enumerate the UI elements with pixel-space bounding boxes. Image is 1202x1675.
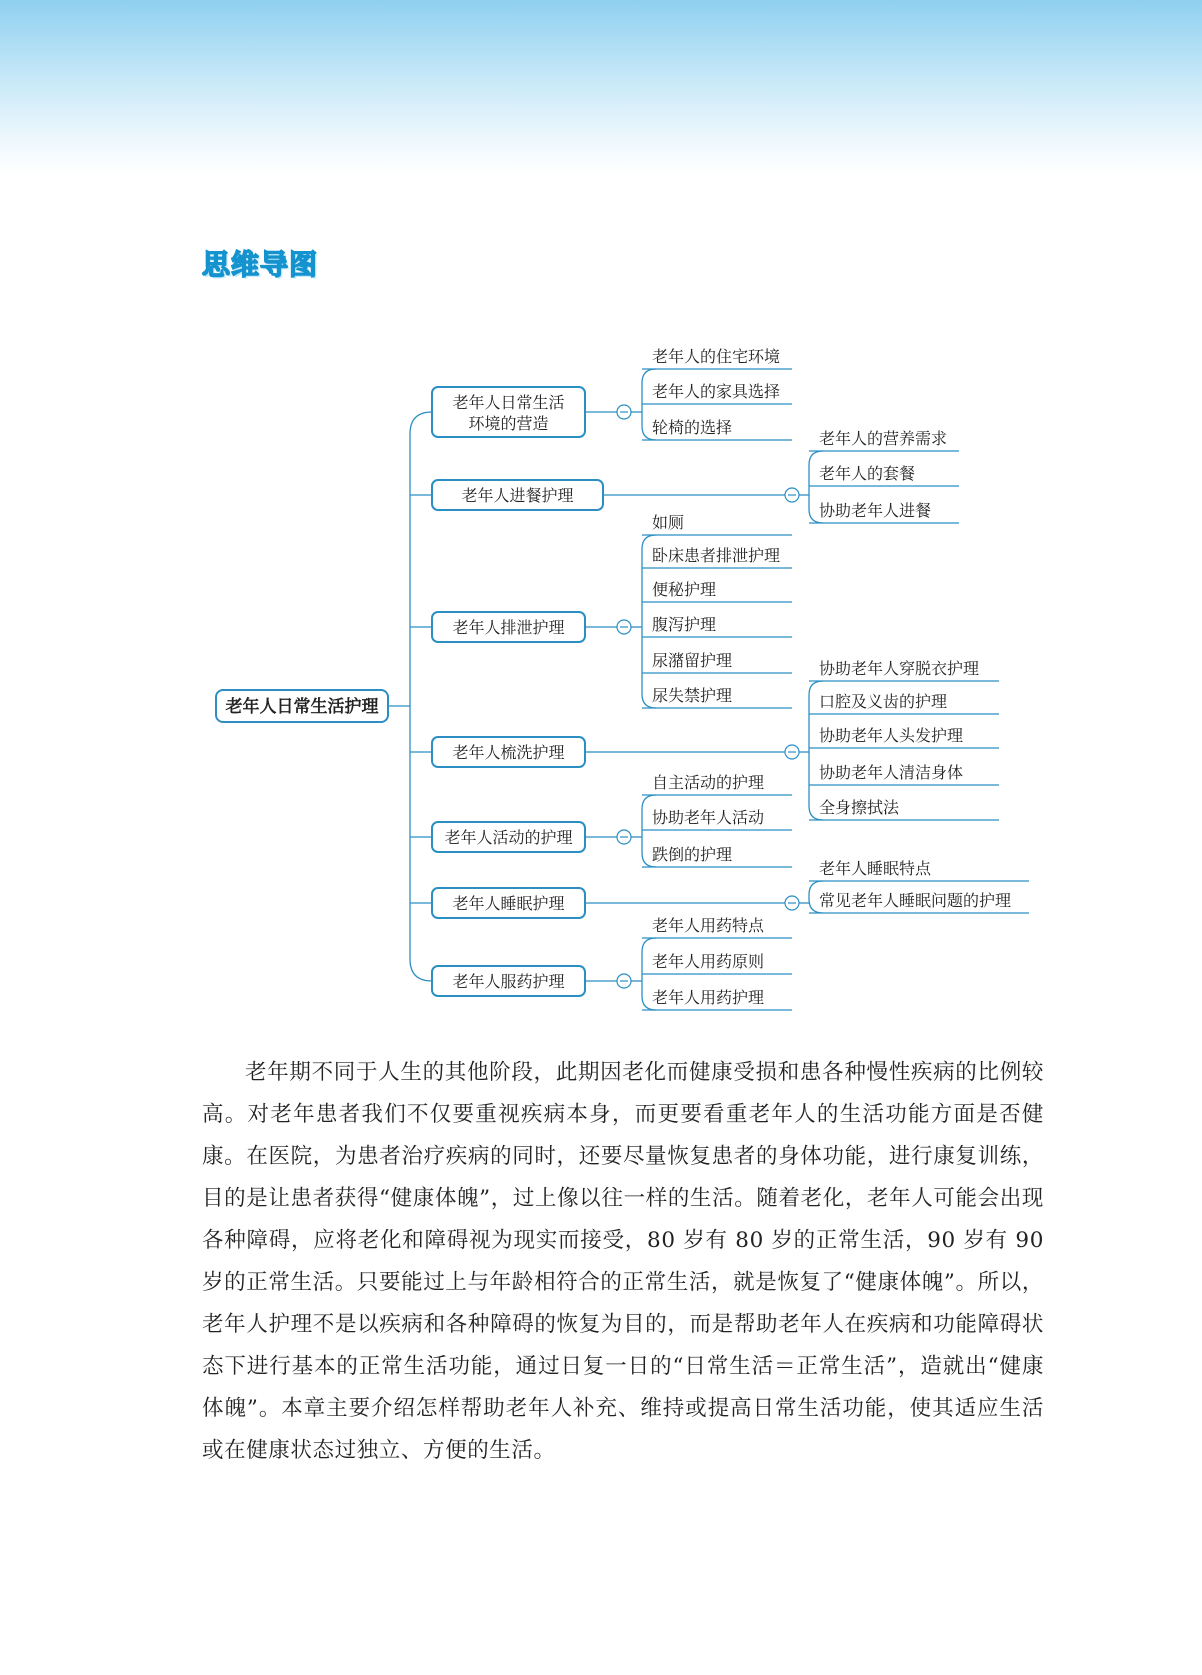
leaf-label: 如厕 [652,513,685,532]
branch-node-label: 环境的营造 [468,414,549,433]
leaf-label: 老年人用药护理 [652,988,765,1007]
leaf-label: 尿失禁护理 [652,686,733,705]
root-node-label: 老年人日常生活护理 [225,697,379,717]
leaf-label: 轮椅的选择 [652,418,733,437]
leaf-label: 老年人的营养需求 [819,429,948,448]
branch-node-label: 老年人梳洗护理 [452,743,565,762]
leaf-label: 卧床患者排泄护理 [652,546,781,565]
leaf-label: 老年人的住宅环境 [652,347,781,366]
leaf-label: 口腔及义齿的护理 [819,692,948,711]
leaf-label: 老年人的套餐 [819,464,916,483]
leaf-label: 老年人的家具选择 [652,382,781,401]
body-paragraph: 老年期不同于人生的其他阶段，此期因老化而健康受损和患各种慢性疾病的比例较高。对老年患者我们不仅要重视疾病本身，而更要看重老年人的生活功能方面是否健康。在医院，为患者治疗疾病的同时，还要尽量恢复患者的身体功能，进行康复训练，目的是让患者获得“健康体魄”，过上像以往一样的生活。随着老化，老年人可能会出现各种障碍，应将老化和障碍视为现实而接受，80 岁有 80 岁的正常生活，90 岁有 90 岁的正常生活。只要能过上与年龄相符合的正常生活，就是恢复了“健康体魄”。所以，老年人护理不是以疾病和各种障碍的恢复为目的，而是帮助老年人在疾病和功能障碍状态下进行基本的正常生活功能，通过日复一日的“日常生活＝正常生活”，造就出“健康体魄”。本章主要介绍怎样帮助老年人补充、维持或提高日常生活功能，使其适应生活或在健康状态过独立、方便的生活。 [202,1060,1044,1463]
trunk-line [410,412,432,981]
branch-node-label: 老年人日常生活 [452,393,565,412]
leaf-label: 协助老年人进餐 [819,501,932,520]
leaf-label: 跌倒的护理 [652,845,733,864]
leaf-label: 协助老年人头发护理 [819,726,964,745]
branch-node-label: 老年人睡眠护理 [452,894,565,913]
leaf-label: 腹泻护理 [652,615,717,634]
branch-node-label: 老年人进餐护理 [461,486,574,505]
leaf-label: 尿潴留护理 [652,651,733,670]
leaf-label: 协助老年人穿脱衣护理 [819,659,980,678]
branch-node-label: 老年人服药护理 [452,972,565,991]
leaf-label: 自主活动的护理 [652,773,765,792]
body-text [202,1052,1044,1472]
leaf-label: 老年人睡眠特点 [819,859,932,878]
section-title: 思维导图 [202,248,319,281]
leaf-label: 老年人用药特点 [652,916,765,935]
leaf-label: 协助老年人活动 [652,808,765,827]
branch-node-label: 老年人活动的护理 [444,828,573,847]
leaf-label: 老年人用药原则 [652,952,765,971]
branch-node-label: 老年人排泄护理 [452,618,565,637]
leaf-label: 协助老年人清洁身体 [819,763,964,782]
leaf-label: 便秘护理 [652,580,717,599]
leaf-label: 常见老年人睡眠问题的护理 [819,891,1012,910]
leaf-label: 全身擦拭法 [819,798,900,817]
